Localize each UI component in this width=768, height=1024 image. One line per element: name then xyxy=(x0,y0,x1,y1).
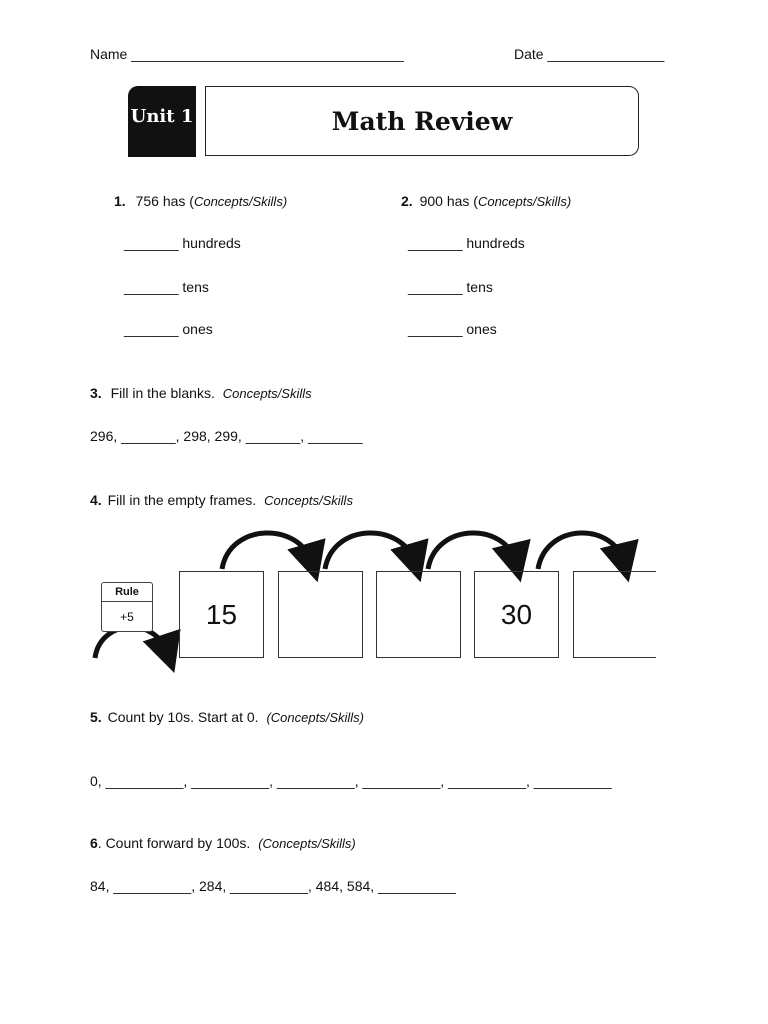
question-1-hundreds[interactable]: _______ hundreds xyxy=(124,235,241,251)
frame-5[interactable] xyxy=(573,571,656,658)
question-5-skill: (Concepts/Skills) xyxy=(266,710,364,725)
rule-value: +5 xyxy=(120,610,134,624)
question-2-tens[interactable]: _______ tens xyxy=(408,279,493,295)
question-3-skill: Concepts/Skills xyxy=(222,386,312,401)
question-1-skill: Concepts/Skills) xyxy=(193,194,288,209)
question-2-hundreds[interactable]: _______ hundreds xyxy=(408,235,525,251)
question-6-skill: (Concepts/Skills) xyxy=(258,836,356,851)
arrow-frame-4-to-5 xyxy=(538,533,624,569)
question-2-skill: Concepts/Skills) xyxy=(477,194,572,209)
question-4-text: Fill in the empty frames. xyxy=(107,492,257,508)
question-5-number: 5. xyxy=(90,709,102,725)
question-1-tens[interactable]: _______ tens xyxy=(124,279,209,295)
page-title: Math Review xyxy=(331,107,513,136)
arrow-frame-1-to-2 xyxy=(222,533,312,569)
question-1-text: 756 has ( xyxy=(135,193,194,209)
question-2-ones[interactable]: _______ ones xyxy=(408,321,497,337)
frame-4[interactable]: 30 xyxy=(474,571,559,658)
question-4-number: 4. xyxy=(90,492,102,508)
question-5-sequence[interactable]: 0, __________, __________, __________, __________, __________, __________ xyxy=(90,773,612,789)
rule-box xyxy=(101,582,153,632)
rule-label: Rule xyxy=(102,583,152,602)
question-3-number: 3. xyxy=(90,385,102,401)
arrow-frame-3-to-4 xyxy=(428,533,516,569)
question-3-text: Fill in the blanks. xyxy=(110,385,215,401)
question-6-number: 6 xyxy=(90,835,98,851)
question-6-prompt xyxy=(90,835,356,851)
question-6-sequence[interactable]: 84, __________, 284, __________, 484, 584, __________ xyxy=(90,878,456,894)
question-3-sequence[interactable]: 296, _______, 298, 299, _______, _______ xyxy=(90,428,363,444)
question-2-number: 2. xyxy=(401,193,413,209)
question-1-ones[interactable]: _______ ones xyxy=(124,321,213,337)
question-2-text: 900 has ( xyxy=(419,193,478,209)
frame-3[interactable] xyxy=(376,571,461,658)
question-5-text: Count by 10s. Start at 0. xyxy=(107,709,259,725)
date-field[interactable]: Date _______________ xyxy=(514,46,665,62)
question-5-prompt xyxy=(90,709,364,725)
question-4-skill: Concepts/Skills xyxy=(264,493,353,508)
frame-2[interactable] xyxy=(278,571,363,658)
question-6-text: . Count forward by 100s. xyxy=(97,835,251,851)
name-field[interactable]: Name ___________________________________ xyxy=(90,46,404,62)
frame-1[interactable]: 15 xyxy=(179,571,264,658)
arrow-frame-2-to-3 xyxy=(325,533,415,569)
question-1-number: 1. xyxy=(114,193,126,209)
unit-label: Unit 1 xyxy=(130,106,194,127)
